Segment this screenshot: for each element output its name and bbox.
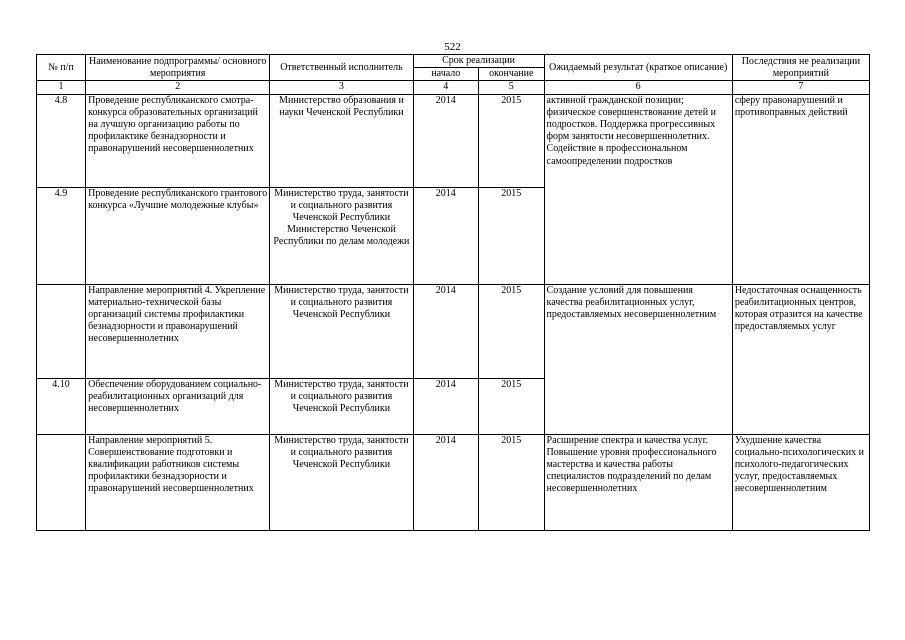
expected-result: Создание условий для повышения качества реабилитационных услуг, предоставляемых несовершеннолетним <box>544 284 732 434</box>
row-end: 2015 <box>479 187 544 284</box>
header-num: № п/п <box>37 55 86 81</box>
expected-result: Расширение спектра и качества услуг. Повышение уровня профессионального мастерства и качества работы специалистов подразделений по делам несовершеннолетних <box>544 434 732 530</box>
header-period: Срок реализации <box>413 55 544 68</box>
header-row-1 <box>37 55 870 68</box>
column-number: 1 <box>37 81 86 94</box>
consequences: сферу правонарушений и противоправных действий <box>732 94 869 284</box>
program-table <box>36 54 870 531</box>
row-start: 2014 <box>413 284 478 378</box>
row-executor: Министерство труда, занятости и социального развития Чеченской Республики Министерство Чеченской Республики по делам молодежи <box>270 187 413 284</box>
header-result: Ожидаемый результат (краткое описание) <box>544 55 732 81</box>
row-end: 2015 <box>479 378 544 434</box>
row-executor: Министерство труда, занятости и социального развития Чеченской Республики <box>270 284 413 378</box>
consequences: Недостаточная оснащенность реабилитационных центров, которая отразится на качестве предоставляемых услуг <box>732 284 869 434</box>
column-number: 6 <box>544 81 732 94</box>
column-number-row <box>37 81 870 94</box>
row-name: Направление мероприятий 4. Укрепление материально-технической базы организаций системы профилактики безнадзорности и правонарушений несовершеннолетних <box>86 284 270 378</box>
consequences: Ухудшение качества социально-психологических и психолого-педагогических услуг, предоставляемых несовершеннолетним <box>732 434 869 530</box>
column-number: 5 <box>479 81 544 94</box>
header-consequences: Последствия не реализации мероприятий <box>732 55 869 81</box>
row-number <box>37 284 86 378</box>
table-row <box>37 284 870 378</box>
row-start: 2014 <box>413 187 478 284</box>
row-start: 2014 <box>413 94 478 187</box>
row-number: 4.8 <box>37 94 86 187</box>
column-number: 2 <box>86 81 270 94</box>
expected-result: активной гражданской позиции; физическое совершенствование детей и подростков. Поддержка прогрессивных форм занятости несовершеннолетних. Содействие в профессиональном самоопределении подростков <box>544 94 732 284</box>
row-name: Обеспечение оборудованием социально-реабилитационных организаций для несовершеннолетних <box>86 378 270 434</box>
table-row <box>37 94 870 187</box>
table-row <box>37 434 870 530</box>
row-name: Проведение республиканского грантового конкурса «Лучшие молодежные клубы» <box>86 187 270 284</box>
row-number: 4.9 <box>37 187 86 284</box>
row-end: 2015 <box>479 434 544 530</box>
row-executor: Министерство труда, занятости и социального развития Чеченской Республики <box>270 378 413 434</box>
header-end: окончание <box>479 68 544 81</box>
header-start: начало <box>413 68 478 81</box>
row-name: Проведение республиканского смотра-конкурса образовательных организаций на лучшую организацию работы по профилактике безнадзорности и правонарушений несовершеннолетних <box>86 94 270 187</box>
row-start: 2014 <box>413 434 478 530</box>
row-number <box>37 434 86 530</box>
row-number: 4.10 <box>37 378 86 434</box>
header-executor: Ответственный исполнитель <box>270 55 413 81</box>
row-executor: Министерство труда, занятости и социального развития Чеченской Республики <box>270 434 413 530</box>
column-number: 7 <box>732 81 869 94</box>
row-start: 2014 <box>413 378 478 434</box>
column-number: 3 <box>270 81 413 94</box>
page-number: 522 <box>444 41 461 53</box>
row-name: Направление мероприятий 5. Совершенствование подготовки и квалификации работников системы профилактики безнадзорности и правонарушений несовершеннолетних <box>86 434 270 530</box>
column-number: 4 <box>413 81 478 94</box>
row-executor: Министерство образования и науки Чеченской Республики <box>270 94 413 187</box>
row-end: 2015 <box>479 284 544 378</box>
row-end: 2015 <box>479 94 544 187</box>
header-name: Наименование подпрограммы/ основного мероприятия <box>86 55 270 81</box>
